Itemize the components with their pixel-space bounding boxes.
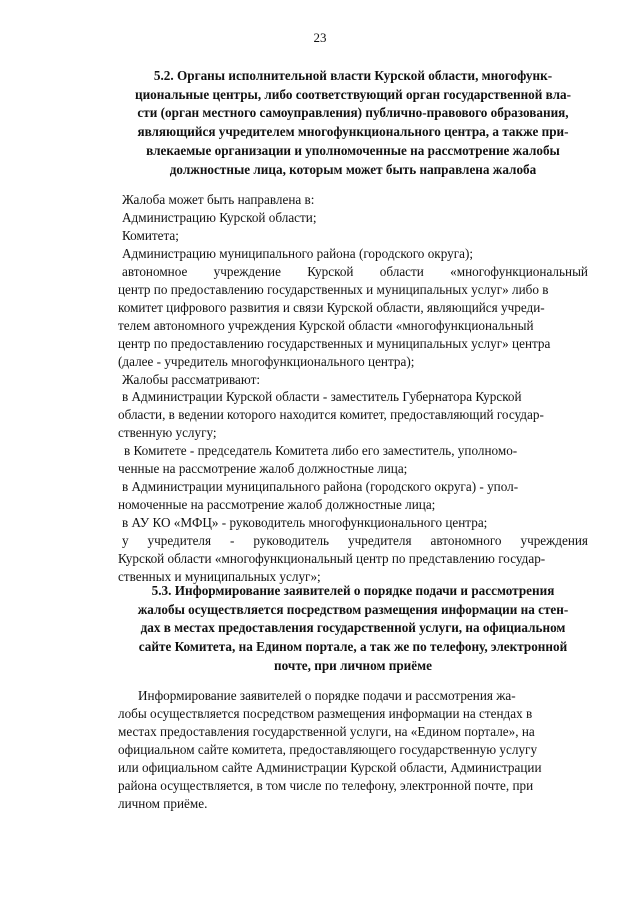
heading-line: должностные лица, которым может быть направлена жалоба (169, 161, 537, 177)
body-line: личном приёме. (118, 795, 208, 811)
body-line: номоченные на рассмотрение жалоб должностные лица; (118, 497, 436, 513)
heading-line: влекаемые организации и уполномоченные на рассмотрение жалобы (146, 142, 560, 158)
body-line: Администрацию муниципального района (городского округа); (122, 245, 474, 261)
body-line: Курской области «многофункциональный центр по представлению государ- (118, 551, 546, 567)
body-line: лобы осуществляется посредством размещения информации на стендах в (118, 705, 533, 721)
body-line: центр по предоставлению государственных и муниципальных услуг» либо в (118, 281, 549, 297)
heading-line: 5.3. Информирование заявителей о порядке подачи и рассмотрения (151, 583, 555, 598)
body-line: или официальном сайте Администрации Курской области, Администрации (118, 759, 542, 775)
heading-line: почте, при личном приёме (274, 657, 432, 673)
body-line: в Администрации Курской области - заместитель Губернатора Курской (122, 389, 522, 405)
body-line: Комитета; (122, 227, 179, 243)
body-line: Администрацию Курской области; (122, 209, 317, 225)
body-line: в Администрации муниципального района (городского округа) - упол- (122, 479, 519, 495)
body-line: Жалоба может быть направлена в: (122, 192, 315, 207)
heading-line: жалобы осуществляется посредством размещения информации на стен- (137, 601, 569, 617)
heading-line: являющийся учредителем многофункционального центра, а также при- (137, 124, 569, 140)
heading-line: дах в местах предоставления государственной услуги, на официальном (140, 620, 566, 636)
body-line: автономное учреждение Курской области «многофункциональный (122, 263, 588, 279)
heading-line: циональные центры, либо соответствующий орган государственной вла- (134, 86, 572, 102)
body-line: Жалобы рассматривают: (122, 371, 261, 387)
body-line: области, в ведении которого находится комитет, предоставляющий государ- (118, 407, 544, 423)
page-number: 23 (313, 30, 327, 45)
body-line: ственную услугу; (118, 425, 217, 441)
section-5-2-heading (118, 67, 588, 179)
heading-line: сайте Комитета, на Едином портале, а так же по телефону, электронной (138, 639, 568, 655)
body-line: комитет цифрового развития и связи Курской области, являющийся учреди- (118, 299, 545, 315)
heading-line: 5.2. Органы исполнительной власти Курской области, многофунк- (153, 68, 553, 83)
body-line: Информирование заявителей о порядке подачи и рассмотрения жа- (138, 688, 516, 703)
body-line: ственных и муниципальных услуг»; (118, 569, 321, 585)
section-5-3-body (118, 687, 588, 813)
body-line: местах предоставления государственной услуги, на «Едином портале», на (118, 723, 535, 739)
body-line: центр по предоставлению государственных и муниципальных услуг» центра (118, 335, 551, 351)
body-line: официальном сайте комитета, предоставляющего государственную услугу (118, 741, 538, 757)
body-line: в АУ КО «МФЦ» - руководитель многофункционального центра; (122, 515, 488, 531)
body-line: телем автономного учреждения Курской области «многофункциональный (118, 317, 534, 333)
body-line: района осуществляется, в том числе по телефону, электронной почте, при (118, 777, 534, 793)
heading-line: сти (орган местного самоуправления) публично-правового образования, (137, 105, 569, 121)
body-line: в Комитете - председатель Комитета либо его заместитель, уполномо- (124, 443, 518, 459)
body-line: ченные на рассмотрение жалоб должностные лица; (118, 461, 408, 477)
body-line: у учредителя - руководитель учредителя автономного учреждения (122, 533, 588, 549)
section-5-2-body (118, 191, 588, 586)
body-line: (далее - учредитель многофункционального центра); (118, 353, 415, 369)
section-5-3-heading (118, 582, 588, 676)
